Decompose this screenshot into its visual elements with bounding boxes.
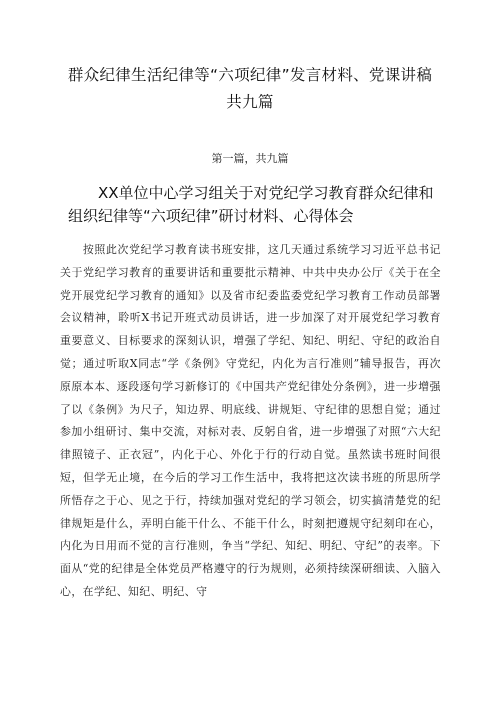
article-title-line-2: 组织纪律等“六项纪律”研讨材料、心得体会	[68, 207, 354, 225]
article-title	[68, 182, 440, 228]
body-paragraph: 按照此次党纪学习教育读书班安排，这几天通过系统学习习近平总书记关于党纪学习教育的重要讲话和重要批示精神、中共中央办公厅《关于在全党开展党纪学习教育的通知》以及省市纪委监委党纪学习教育工作动员部署会议精神，聆听X书记开班式动员讲话，进一步加深了对开展党纪学习教育重要意义、目标要求的深刻认识，增强了学纪、知纪、明纪、守纪的政治自觉；通过听取X同志“学《条例》守党纪，内化为言行准则”辅导报告，再次原原本本、逐段逐句学习新修订的《中国共产党纪律处分条例》，进一步增强了以《条例》为尺子，知边界、明底线、讲规矩、守纪律的思想自觉；通过参加小组研讨、集中交流，对标对表、反躬自省，进一步增强了对照“六大纪律照镜子、正衣冠”，内化于心、外化于行的行动自觉。虽然读书班时间很短，但学无止境，在今后的学习工作生活中，我将把这次读书班的所思所学所悟存之于心、见之于行，持续加强对党纪的学习领会，切实搞清楚党的纪律规矩是什么，弄明白能干什么、不能干什么，时刻把遵规守纪刻印在心，内化为日用而不觉的言行准则，争当“学纪、知纪、明纪、守纪”的表率。下面从“党的纪律是全体党员严格遵守的行为规则，必须持续深研细读、入脑入心，在学纪、知纪、明纪、守	[60, 243, 441, 598]
section-heading: 第一篇，共九篇	[211, 152, 289, 165]
article-title-line-1: XX单位中心学习组关于对党纪学习教育群众纪律和	[98, 184, 434, 202]
document-title: 群众纪律生活纪律等“六项纪律”发言材料、党课讲稿共九篇	[67, 66, 433, 111]
